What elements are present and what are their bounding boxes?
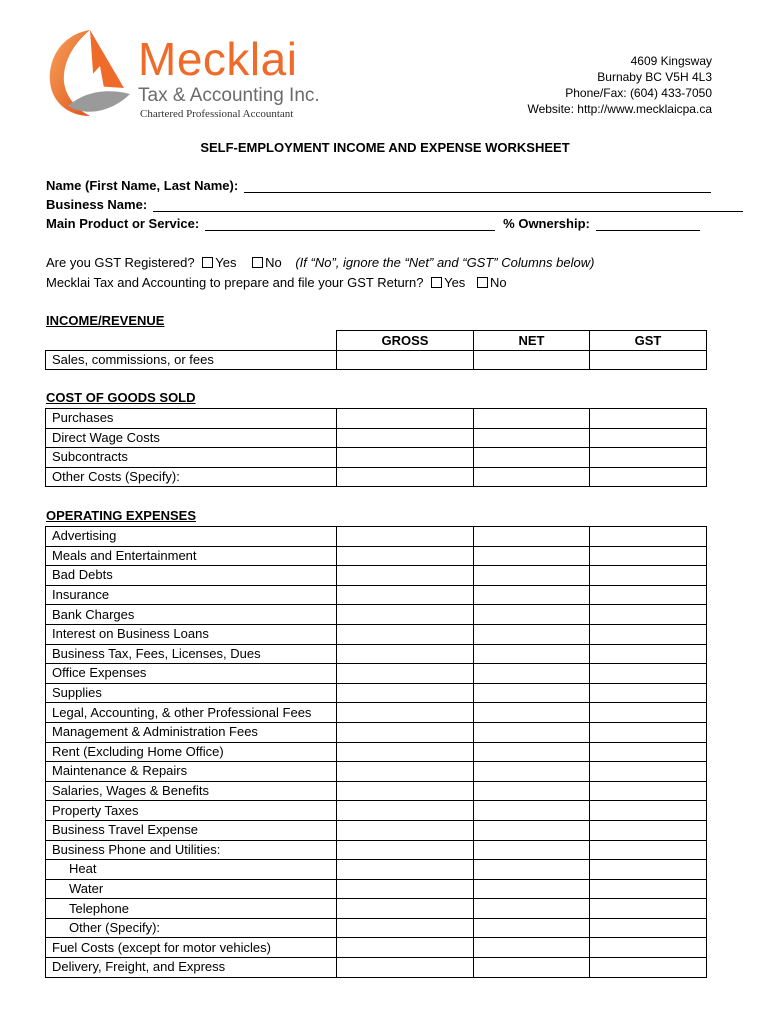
gst-cell[interactable] bbox=[590, 703, 707, 723]
net-cell[interactable] bbox=[474, 820, 590, 840]
row-label: Water bbox=[46, 879, 337, 899]
net-cell[interactable] bbox=[474, 546, 590, 566]
gross-cell[interactable] bbox=[337, 918, 474, 938]
net-cell[interactable] bbox=[474, 722, 590, 742]
gst-yes-label: Yes bbox=[215, 255, 237, 270]
net-cell[interactable] bbox=[474, 938, 590, 958]
net-cell[interactable] bbox=[474, 350, 590, 370]
row-label: Other (Specify): bbox=[46, 918, 337, 938]
net-cell[interactable] bbox=[474, 605, 590, 625]
name-label: Name (First Name, Last Name): bbox=[46, 178, 239, 193]
column-gst: GST bbox=[590, 331, 707, 351]
brand-subtitle: Tax & Accounting Inc. bbox=[138, 85, 320, 106]
row-label: Business Phone and Utilities: bbox=[46, 840, 337, 860]
phone-fax: Phone/Fax: (604) 433-7050 bbox=[565, 86, 712, 100]
table-row bbox=[46, 527, 707, 547]
table-row bbox=[46, 448, 707, 468]
gross-cell[interactable] bbox=[337, 879, 474, 899]
gross-cell[interactable] bbox=[337, 860, 474, 880]
gst-cell[interactable] bbox=[590, 918, 707, 938]
gross-cell[interactable] bbox=[337, 722, 474, 742]
income-heading: INCOME/REVENUE bbox=[46, 313, 165, 328]
row-label: Maintenance & Repairs bbox=[46, 762, 337, 782]
gst-return-yes-checkbox[interactable] bbox=[431, 277, 442, 288]
gst-cell[interactable] bbox=[590, 624, 707, 644]
row-label: Rent (Excluding Home Office) bbox=[46, 742, 337, 762]
net-cell[interactable] bbox=[474, 742, 590, 762]
gst-no-label: No bbox=[265, 255, 282, 270]
gst-return-yes-label: Yes bbox=[444, 275, 466, 290]
gst-cell[interactable] bbox=[590, 781, 707, 801]
gross-cell[interactable] bbox=[337, 742, 474, 762]
income-table bbox=[45, 330, 707, 370]
gst-cell[interactable] bbox=[590, 742, 707, 762]
opex-table bbox=[45, 526, 707, 978]
gross-cell[interactable] bbox=[337, 624, 474, 644]
gross-cell[interactable] bbox=[337, 428, 474, 448]
gst-cell[interactable] bbox=[590, 938, 707, 958]
table-row bbox=[46, 664, 707, 684]
table-row bbox=[46, 840, 707, 860]
table-row bbox=[46, 546, 707, 566]
row-label: Management & Administration Fees bbox=[46, 722, 337, 742]
gst-cell[interactable] bbox=[590, 879, 707, 899]
net-cell[interactable] bbox=[474, 781, 590, 801]
gross-cell[interactable] bbox=[337, 448, 474, 468]
table-row bbox=[46, 781, 707, 801]
row-label: Telephone bbox=[46, 899, 337, 919]
table-row bbox=[46, 879, 707, 899]
net-cell[interactable] bbox=[474, 762, 590, 782]
address-line1: 4609 Kingsway bbox=[630, 54, 712, 68]
gst-cell[interactable] bbox=[590, 585, 707, 605]
table-row bbox=[46, 820, 707, 840]
row-label: Supplies bbox=[46, 683, 337, 703]
gst-question: Are you GST Registered? bbox=[46, 255, 195, 270]
net-cell[interactable] bbox=[474, 448, 590, 468]
row-label: Business Travel Expense bbox=[46, 820, 337, 840]
net-cell[interactable] bbox=[474, 527, 590, 547]
gst-cell[interactable] bbox=[590, 566, 707, 586]
gross-cell[interactable] bbox=[337, 350, 474, 370]
table-row bbox=[46, 703, 707, 723]
gross-cell[interactable] bbox=[337, 938, 474, 958]
row-label: Business Tax, Fees, Licenses, Dues bbox=[46, 644, 337, 664]
gst-yes-checkbox[interactable] bbox=[202, 257, 213, 268]
income-header-row bbox=[46, 331, 707, 351]
gross-cell[interactable] bbox=[337, 801, 474, 821]
gst-no-checkbox[interactable] bbox=[252, 257, 263, 268]
table-row bbox=[46, 605, 707, 625]
gross-cell[interactable] bbox=[337, 781, 474, 801]
name-field[interactable] bbox=[244, 178, 711, 193]
table-row bbox=[46, 409, 707, 429]
gross-cell[interactable] bbox=[337, 467, 474, 487]
row-label: Interest on Business Loans bbox=[46, 624, 337, 644]
product-row bbox=[46, 216, 700, 231]
net-cell[interactable] bbox=[474, 566, 590, 586]
net-cell[interactable] bbox=[474, 664, 590, 684]
table-row bbox=[46, 762, 707, 782]
net-cell[interactable] bbox=[474, 840, 590, 860]
table-row bbox=[46, 742, 707, 762]
gst-return-no-label: No bbox=[489, 275, 507, 290]
brand-name: Mecklai bbox=[138, 33, 298, 85]
net-cell[interactable] bbox=[474, 801, 590, 821]
net-cell[interactable] bbox=[474, 703, 590, 723]
income-header-blank bbox=[46, 331, 337, 351]
opex-heading: OPERATING EXPENSES bbox=[46, 508, 197, 523]
gst-cell[interactable] bbox=[590, 958, 707, 978]
net-cell[interactable] bbox=[474, 624, 590, 644]
gross-cell[interactable] bbox=[337, 546, 474, 566]
table-row bbox=[46, 428, 707, 448]
column-net: NET bbox=[474, 331, 590, 351]
row-label: Subcontracts bbox=[46, 448, 337, 468]
row-label: Direct Wage Costs bbox=[46, 428, 337, 448]
row-label: Bank Charges bbox=[46, 605, 337, 625]
product-label: Main Product or Service: bbox=[46, 216, 200, 231]
gst-cell[interactable] bbox=[590, 546, 707, 566]
gross-cell[interactable] bbox=[337, 958, 474, 978]
cogs-heading: COST OF GOODS SOLD bbox=[46, 390, 196, 405]
net-cell[interactable] bbox=[474, 683, 590, 703]
net-cell[interactable] bbox=[474, 879, 590, 899]
table-row bbox=[46, 801, 707, 821]
table-row bbox=[46, 585, 707, 605]
row-label: Fuel Costs (except for motor vehicles) bbox=[46, 938, 337, 958]
gst-cell[interactable] bbox=[590, 467, 707, 487]
gross-cell[interactable] bbox=[337, 644, 474, 664]
gross-cell[interactable] bbox=[337, 820, 474, 840]
gross-cell[interactable] bbox=[337, 585, 474, 605]
gst-cell[interactable] bbox=[590, 448, 707, 468]
row-label: Advertising bbox=[46, 527, 337, 547]
row-label: Delivery, Freight, and Express bbox=[46, 958, 337, 978]
row-label: Meals and Entertainment bbox=[46, 546, 337, 566]
net-cell[interactable] bbox=[474, 409, 590, 429]
table-row bbox=[46, 938, 707, 958]
website: Website: http://www.mecklaicpa.ca bbox=[527, 102, 712, 116]
table-row bbox=[46, 683, 707, 703]
row-label: Bad Debts bbox=[46, 566, 337, 586]
gross-cell[interactable] bbox=[337, 703, 474, 723]
product-field[interactable] bbox=[205, 216, 495, 231]
net-cell[interactable] bbox=[474, 958, 590, 978]
table-row bbox=[46, 566, 707, 586]
brand-tagline: Chartered Professional Accountant bbox=[140, 108, 294, 120]
gst-cell[interactable] bbox=[590, 605, 707, 625]
row-label: Office Expenses bbox=[46, 664, 337, 684]
ownership-field[interactable] bbox=[596, 216, 700, 231]
business-row bbox=[46, 197, 743, 212]
gst-cell[interactable] bbox=[590, 644, 707, 664]
gst-cell[interactable] bbox=[590, 683, 707, 703]
net-cell[interactable] bbox=[474, 585, 590, 605]
gst-cell[interactable] bbox=[590, 840, 707, 860]
gst-cell[interactable] bbox=[590, 664, 707, 684]
gross-cell[interactable] bbox=[337, 409, 474, 429]
row-label: Sales, commissions, or fees bbox=[46, 350, 337, 370]
gst-return-question: Mecklai Tax and Accounting to prepare and file your GST Return? bbox=[46, 275, 424, 290]
gst-registered-row bbox=[46, 255, 594, 270]
net-cell[interactable] bbox=[474, 644, 590, 664]
table-row bbox=[46, 918, 707, 938]
column-gross: GROSS bbox=[337, 331, 474, 351]
gross-cell[interactable] bbox=[337, 899, 474, 919]
gst-cell[interactable] bbox=[590, 409, 707, 429]
table-row bbox=[46, 467, 707, 487]
gst-cell[interactable] bbox=[590, 722, 707, 742]
gst-cell[interactable] bbox=[590, 762, 707, 782]
gst-cell[interactable] bbox=[590, 860, 707, 880]
ownership-label: % Ownership: bbox=[503, 216, 590, 231]
gross-cell[interactable] bbox=[337, 664, 474, 684]
gross-cell[interactable] bbox=[337, 527, 474, 547]
contact-block bbox=[527, 53, 712, 117]
gst-cell[interactable] bbox=[590, 527, 707, 547]
gst-cell[interactable] bbox=[590, 428, 707, 448]
page-title: SELF-EMPLOYMENT INCOME AND EXPENSE WORKSHEET bbox=[200, 140, 570, 155]
table-row bbox=[46, 644, 707, 664]
net-cell[interactable] bbox=[474, 860, 590, 880]
gst-cell[interactable] bbox=[590, 820, 707, 840]
row-label: Salaries, Wages & Benefits bbox=[46, 781, 337, 801]
address-line2: Burnaby BC V5H 4L3 bbox=[597, 70, 712, 84]
net-cell[interactable] bbox=[474, 899, 590, 919]
gst-note: (If “No”, ignore the “Net” and “GST” Columns below) bbox=[295, 255, 595, 270]
business-label: Business Name: bbox=[46, 197, 148, 212]
table-row bbox=[46, 624, 707, 644]
row-label: Legal, Accounting, & other Professional Fees bbox=[46, 703, 337, 723]
name-row bbox=[46, 178, 711, 193]
cogs-table bbox=[45, 408, 707, 487]
gst-cell[interactable] bbox=[590, 801, 707, 821]
gross-cell[interactable] bbox=[337, 840, 474, 860]
table-row bbox=[46, 958, 707, 978]
gst-cell[interactable] bbox=[590, 899, 707, 919]
table-row bbox=[46, 860, 707, 880]
table-row bbox=[46, 899, 707, 919]
row-label: Heat bbox=[46, 860, 337, 880]
gross-cell[interactable] bbox=[337, 683, 474, 703]
gst-cell[interactable] bbox=[590, 350, 707, 370]
mecklai-logo-icon bbox=[44, 26, 136, 118]
gross-cell[interactable] bbox=[337, 566, 474, 586]
gross-cell[interactable] bbox=[337, 762, 474, 782]
gst-return-row bbox=[46, 275, 507, 290]
net-cell[interactable] bbox=[474, 918, 590, 938]
gross-cell[interactable] bbox=[337, 605, 474, 625]
gst-return-no-checkbox[interactable] bbox=[477, 277, 488, 288]
row-label: Other Costs (Specify): bbox=[46, 467, 337, 487]
net-cell[interactable] bbox=[474, 428, 590, 448]
table-row bbox=[46, 722, 707, 742]
table-row bbox=[46, 350, 707, 370]
business-name-field[interactable] bbox=[153, 197, 743, 212]
row-label: Insurance bbox=[46, 585, 337, 605]
row-label: Property Taxes bbox=[46, 801, 337, 821]
row-label: Purchases bbox=[46, 409, 337, 429]
net-cell[interactable] bbox=[474, 467, 590, 487]
